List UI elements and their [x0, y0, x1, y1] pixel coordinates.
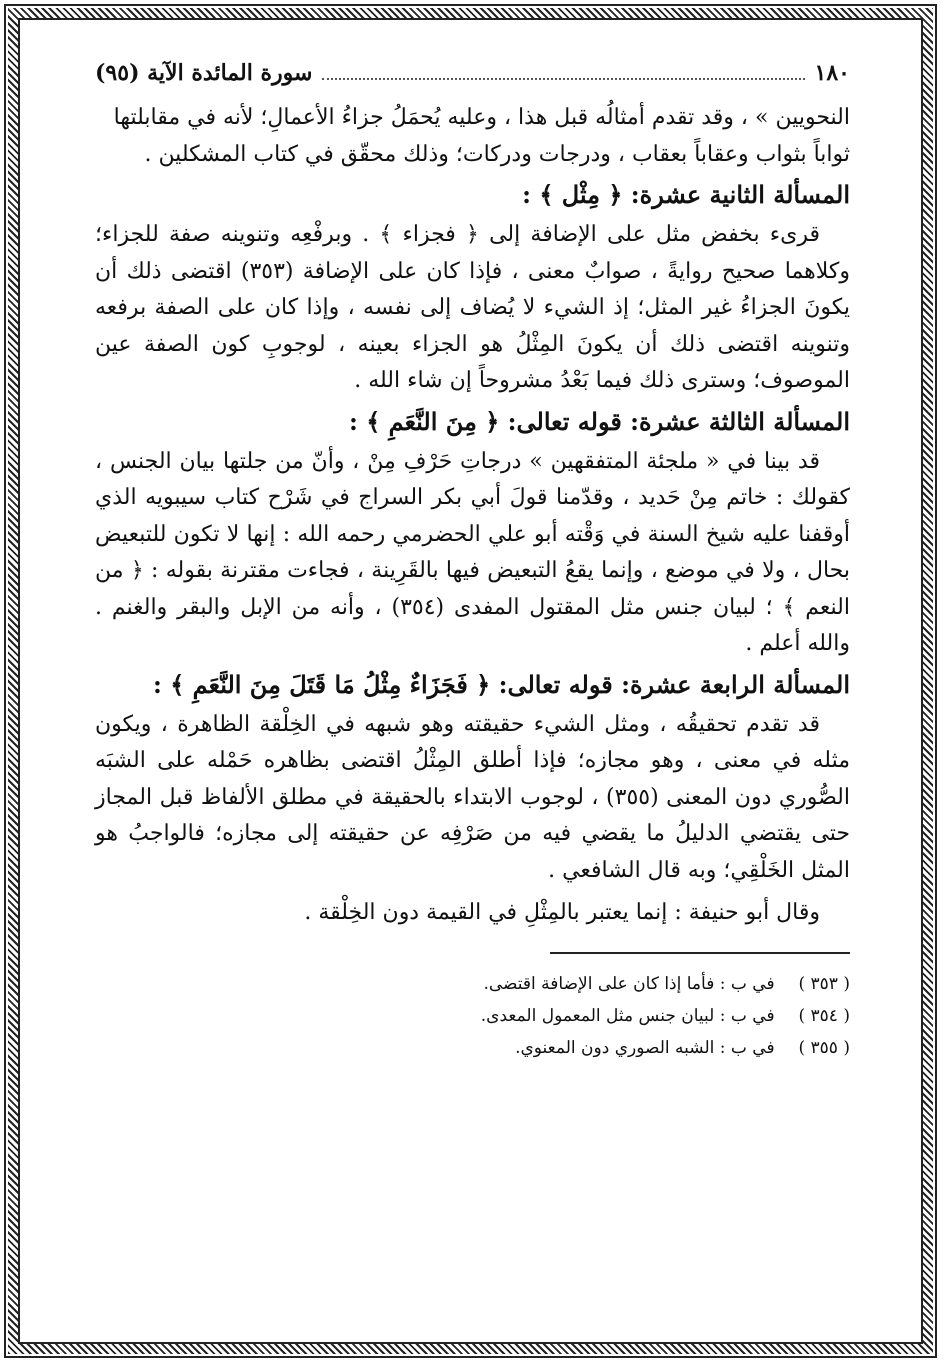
page-number: ١٨٠ — [814, 60, 850, 86]
footnote-text: في ب : لبيان جنس مثل المعمول المعدى. — [480, 1005, 775, 1026]
paragraph: قد تقدم تحقيقُه ، ومثل الشيء حقيقته وهو شبهه في الخِلْقة الظاهرة ، ويكون مثله في معنى ، وهو مجازه؛ فإذا أطلق المِثْلُ اقتضى بظاهره حَمْله على الشبَه الصُّوري دون المعنى (٣٥٥) ، لوجوب الابتداء بالحقيقة في مطلق الألفاظ قبل المجاز حتى يقتضي الدليلُ ما يقضي فيه من صَرْفِه عن حقيقته إلى مجازه؛ فالواجبُ هو المثل الخَلْقِي؛ وبه قال الشافعي . — [95, 711, 850, 883]
paragraph-line: النحويين » ، وقد تقدم أمثالُه قبل هذا ، وعليه يُحمَلُ جزاءُ الأعمالِ؛ لأنه في مقابلتها — [113, 105, 850, 130]
footnote-item — [95, 968, 850, 1000]
footnote-text: في ب : الشبه الصوري دون المعنوي. — [515, 1037, 775, 1058]
page-content — [95, 60, 850, 1064]
page-header — [95, 60, 850, 100]
running-title: سورة المائدة الآية (٩٥) — [95, 60, 313, 86]
paragraph: قرىء بخفض مثل على الإضافة إلى ﴿ فجزاء ﴾ . وبرفْعِه وتنوينه صفة للجزاء؛ وكلاهما صحيح روايةً ، صوابٌ معنى ، فإذا كان على الإضافة (٣٥٣) اقتضى ذلك أن يكونَ الجزاءُ غير المثل؛ إذ الشيء لا يُضاف إلى نفسه ، وإذا كان على الصفة برفعه وتنوينه اقتضى ذلك أن يكونَ المِثْلُ هو الجزاء بعينه ، لوجوبِ كون الصفة عين الموصوف؛ وسترى ذلك فيما بَعْدُ مشروحاً إن شاء الله . — [95, 222, 850, 393]
paragraph: قد بينا في « ملجئة المتفقهين » درجاتِ حَرْفِ مِنْ ، وأنّ من جلتها بيان الجنس ، كقولك : خاتم مِنْ حَديد ، وقدّمنا قولَ أبي بكر السراج في شَرْح كتاب سيبويه الذي أوقفنا عليه شيخ السنة في وَقْته أبو علي الحضرمي رحمه الله : إنها لا تكون للتبعيض بحال ، ولا في موضع ، وإنما يقعُ التبعيض فيها بالقَرِينة ، فجاءت مقترنة بقوله : ﴿ من النعم ﴾ ؛ لبيان جنس مثل المقتول المفدى (٣٥٤) ، وأنه من الإبل والبقر والغنم . والله أعلم . — [95, 448, 850, 656]
section-heading-14: المسألة الرابعة عشرة: قوله تعالى: ﴿ فَجَزَاءٌ مِثْلُ مَا قَتَلَ مِنَ النَّعَمِ ﴾ : — [153, 669, 850, 699]
footnote-number: ( ٣٥٤ ) — [798, 1005, 850, 1026]
footnote-text: في ب : فأما إذا كان على الإضافة اقتضى. — [483, 973, 775, 994]
footnote-item — [95, 1032, 850, 1064]
section-heading-13: المسألة الثالثة عشرة: قوله تعالى: ﴿ مِنَ النَّعَمِ ﴾ : — [349, 406, 850, 436]
paragraph: وقال أبو حنيفة : إنما يعتبر بالمِثْلِ في القيمة دون الخِلْقة . — [304, 900, 820, 925]
footnote-item — [95, 1000, 850, 1032]
paragraph-line: ثواباً بثواب وعقاباً بعقاب ، ودرجات ودركات؛ وذلك محقّق في كتاب المشكلين . — [144, 141, 850, 167]
body-text — [95, 100, 850, 932]
footnotes — [95, 968, 850, 1064]
footnote-number: ( ٣٥٣ ) — [798, 973, 850, 994]
header-leader-dots — [322, 64, 804, 80]
footnote-divider — [550, 952, 850, 954]
footnote-number: ( ٣٥٥ ) — [798, 1037, 850, 1058]
section-heading-12: المسألة الثانية عشرة: ﴿ مِثْل ﴾ : — [522, 180, 850, 209]
